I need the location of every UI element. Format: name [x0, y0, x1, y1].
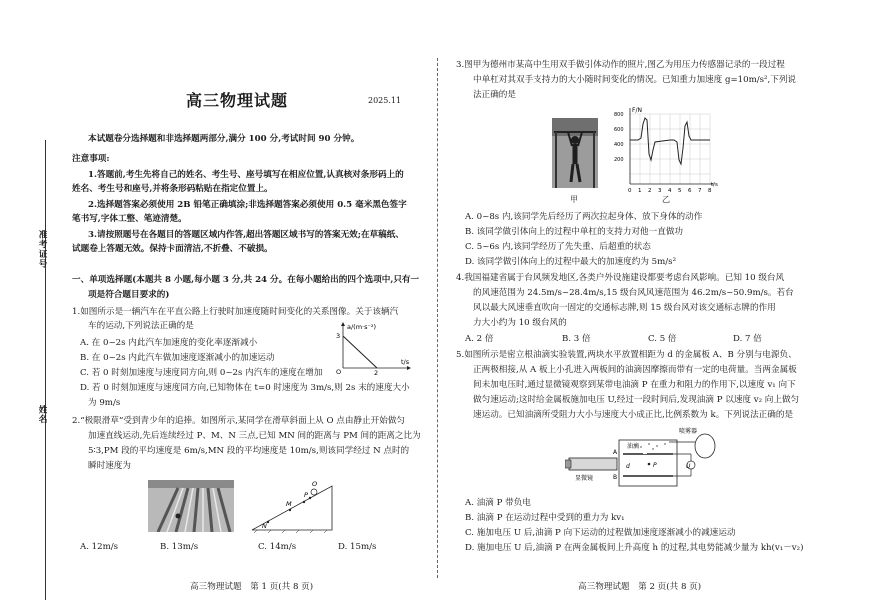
q1-option-d: D. 若 0 时刻加速度与速度同方向,已知物体在 t=0 时速度为 3m/s,则 2s 末的速度大小	[80, 383, 410, 393]
q3-stem: 法正确的是	[473, 90, 516, 100]
page1-footer: 高三物理试题 第 1 页(共 8 页)	[190, 582, 314, 592]
q1-graph-xtick: 2	[374, 369, 379, 376]
q5-option-c: C. 施加电压 U 后,油滴 P 向下运动的过程做加速度逐渐减小的减速运动	[465, 528, 736, 538]
left-binding-line	[45, 140, 46, 600]
notes-title: 注意事项:	[72, 154, 110, 164]
q2-incline-diagram	[248, 478, 338, 534]
q3-graph-ytick: 800	[614, 112, 624, 118]
q4-option-d: D. 7 倍	[733, 334, 762, 344]
q2-point-m: M	[286, 500, 292, 508]
q5-stem: 正两极相接,从 A 板上小孔进入两板间的油滴因摩擦而带有一定的电荷量。当两金属板	[473, 365, 797, 375]
exam-date: 2025.11	[368, 96, 402, 105]
q5-stem: 做匀速运动;这时给金属板施加电压 U,经过一段时间后,发现油滴 P 以速度 v₂ 向上做匀	[473, 395, 800, 405]
q4-stem: 力大小约为 10 级台风的	[473, 318, 567, 328]
q3-graph-xtick: 3	[658, 188, 662, 194]
q2-point-n: N	[262, 522, 267, 530]
note-line: 3.请按照题号在各题目的答题区域内作答,超出答题区域书写的答案无效;在草稿纸、	[88, 230, 404, 240]
q2-grass-slope-photo	[148, 480, 234, 532]
q5-label-p: P	[653, 462, 657, 469]
q3-graph-xtick: 6	[688, 188, 692, 194]
q2-stem: 瞬时速度为	[88, 461, 131, 471]
q3-graph-ytick: 600	[614, 127, 624, 133]
page-title: 高三物理试题	[186, 91, 289, 110]
q5-millikan-apparatus	[565, 424, 725, 494]
q3-option-b: B. 该同学做引体向上的过程中单杠的支持力对他一直做功	[465, 227, 684, 237]
q5-label-a: A	[613, 449, 618, 456]
q4-option-b: B. 3 倍	[562, 334, 591, 344]
q3-graph-xlabel: t/s	[711, 182, 718, 188]
q2-option-b: B. 13m/s	[160, 542, 199, 552]
note-line: 笔书写,字体工整、笔迹清楚。	[72, 214, 187, 224]
q3-option-c: C. 5~6s 内,该同学经历了先失重、后超重的状态	[465, 242, 651, 252]
q5-label-u: U	[686, 463, 691, 470]
q4-stem: 的风速范围为 24.5m/s~28.4m/s,15 级台风风速范围为 46.2m/s~50.9m/s。若台	[473, 288, 794, 298]
q3-pullup-photo	[552, 118, 598, 188]
q5-option-d: D. 施加电压 U 后,油滴 P 在两金属板间上升高度 h 的过程,其电势能减少量为 kh(v₁－v₂)	[465, 543, 804, 553]
q3-fig-label-jia: 甲	[570, 195, 578, 204]
q3-graph-xtick: 5	[678, 188, 682, 194]
q5-label-oil: 油滴	[627, 443, 640, 450]
q3-graph-xtick: 1	[638, 188, 642, 194]
q1-stem: 车的运动,下列说法正确的是	[88, 321, 194, 331]
q1-at-graph	[335, 318, 415, 376]
q4-option-c: C. 5 倍	[648, 334, 677, 344]
q5-option-a: A. 油滴 P 带负电	[465, 498, 531, 508]
page2-footer: 高三物理试题 第 2 页(共 8 页)	[578, 582, 702, 592]
q5-label-microscope: 显微镜	[575, 475, 594, 482]
q2-stem: 5∶3,PM 段的平均速度是 6m/s,MN 段的平均速度是 10m/s,则该同学经过 N 点时的	[88, 446, 410, 456]
q1-option-d-cont: 为 9m/s	[88, 398, 121, 408]
q1-stem: 1.如图所示是一辆汽车在平直公路上行驶时加速度随时间变化的关系图像。关于该辆汽	[72, 307, 399, 317]
q1-graph-xlabel: t/s	[401, 358, 410, 366]
q3-option-a: A. 0~8s 内,该同学先后经历了两次拉起身体、放下身体的动作	[465, 212, 703, 222]
q4-stem: 风以最大风速垂直吹向一固定的交通标志牌,则 15 级台风对该交通标志牌的作用	[473, 303, 776, 313]
q5-option-b: B. 油滴 P 在运动过程中受到的重力为 kv₁	[465, 513, 625, 523]
q3-force-time-graph	[608, 104, 720, 196]
q1-graph-origin: O	[336, 368, 342, 376]
q1-option-c: C. 若 0 时刻加速度与速度同方向,则 0~2s 内汽车的速度在增加	[80, 368, 323, 378]
note-line: 姓名、考生号和座号,并将条形码粘贴在指定位置上。	[72, 184, 273, 194]
section-title-cont: 项是符合题目要求的)	[88, 290, 170, 300]
q5-label-b: B	[613, 474, 618, 481]
q3-graph-ytick: 400	[614, 142, 624, 148]
q5-stem: 间未加电压时,通过显微镜观察到某带电油滴 P 在重力和阻力的作用下,以速度 v₁ 向下	[473, 380, 796, 390]
q3-graph-xtick: 4	[668, 188, 672, 194]
q2-point-o: O	[312, 480, 318, 488]
q3-graph-xtick: 0	[628, 188, 632, 194]
q2-option-a: A. 12m/s	[80, 542, 119, 552]
q5-stem: 5.如图所示是密立根油滴实验装置,两块水平放置相距为 d 的金属板 A、B 分别与电源负、	[456, 350, 797, 360]
q3-option-d: D. 该同学做引体向上的过程中最大的加速度约为 5m/s²	[465, 257, 677, 267]
q1-option-a: A. 在 0~2s 内此汽车加速度的变化率逐渐减小	[80, 338, 258, 348]
q2-option-d: D. 15m/s	[338, 542, 377, 552]
q1-graph-ytick: 3	[336, 332, 341, 340]
q3-graph-xtick: 2	[648, 188, 652, 194]
q5-label-d: d	[626, 463, 630, 470]
q4-option-a: A. 2 倍	[465, 334, 494, 344]
q1-option-b: B. 在 0~2s 内此汽车做加速度逐渐减小的加速运动	[80, 353, 275, 363]
note-line: 试题卷上答题无效。保持卡面清洁,不折叠、不破损。	[72, 244, 273, 254]
q5-stem: 速运动。已知油滴所受阻力大小与速度大小成正比,比例系数为 k。下列说法正确的是	[473, 410, 794, 420]
q3-graph-xtick: 8	[708, 188, 712, 194]
q4-stem: 4.我国福建省属于台风频发地区,各类户外设施建设都要考虑台风影响。已知 10 级台风	[456, 273, 785, 283]
q3-graph-xtick: 7	[698, 188, 702, 194]
q5-label-sprayer: 喷雾器	[679, 428, 698, 435]
q2-point-p: P	[304, 491, 308, 499]
page-divider	[437, 58, 438, 578]
q3-graph-ytick: 200	[614, 157, 624, 163]
q3-graph-ylabel: F/N	[632, 107, 642, 114]
name-label: 姓名	[37, 405, 47, 425]
intro-text: 本试题卷分选择题和非选择题两部分,满分 100 分,考试时间 90 分钟。	[88, 134, 360, 144]
note-line: 1.答题前,考生先将自己的姓名、考生号、座号填写在相应位置,认真核对条形码上的	[88, 170, 404, 180]
q1-graph-ylabel: a/(m·s⁻²)	[347, 323, 377, 331]
q2-option-c: C. 14m/s	[258, 542, 297, 552]
q2-stem: 2.“极限滑草”受到青少年的追捧。如图所示,某同学在滑草斜面上从 O 点由静止开始做匀	[72, 416, 406, 426]
section-title: 一、单项选择题(本题共 8 小题,每小题 3 分,共 24 分。在每小题给出的四个选项中,只有一	[72, 275, 420, 285]
q3-stem: 中单杠对其双手支持力的大小随时间变化的情况。已知重力加速度 g=10m/s²,下列说	[473, 75, 797, 85]
q3-stem: 3.图甲为德州市某高中生用双手做引体动作的照片,图乙为用压力传感器记录的一段过程	[456, 60, 785, 70]
q3-fig-label-yi: 乙	[662, 195, 670, 204]
note-line: 2.选择题答案必须使用 2B 铅笔正确填涂;非选择题答案必须使用 0.5 毫米黑色签字	[88, 200, 407, 210]
q2-stem: 加速直线运动,先后连续经过 P、M、N 三点,已知 MN 间的距离与 PM 间的距离之比为	[88, 431, 421, 441]
exam-number-label: 准考证号	[37, 230, 47, 269]
